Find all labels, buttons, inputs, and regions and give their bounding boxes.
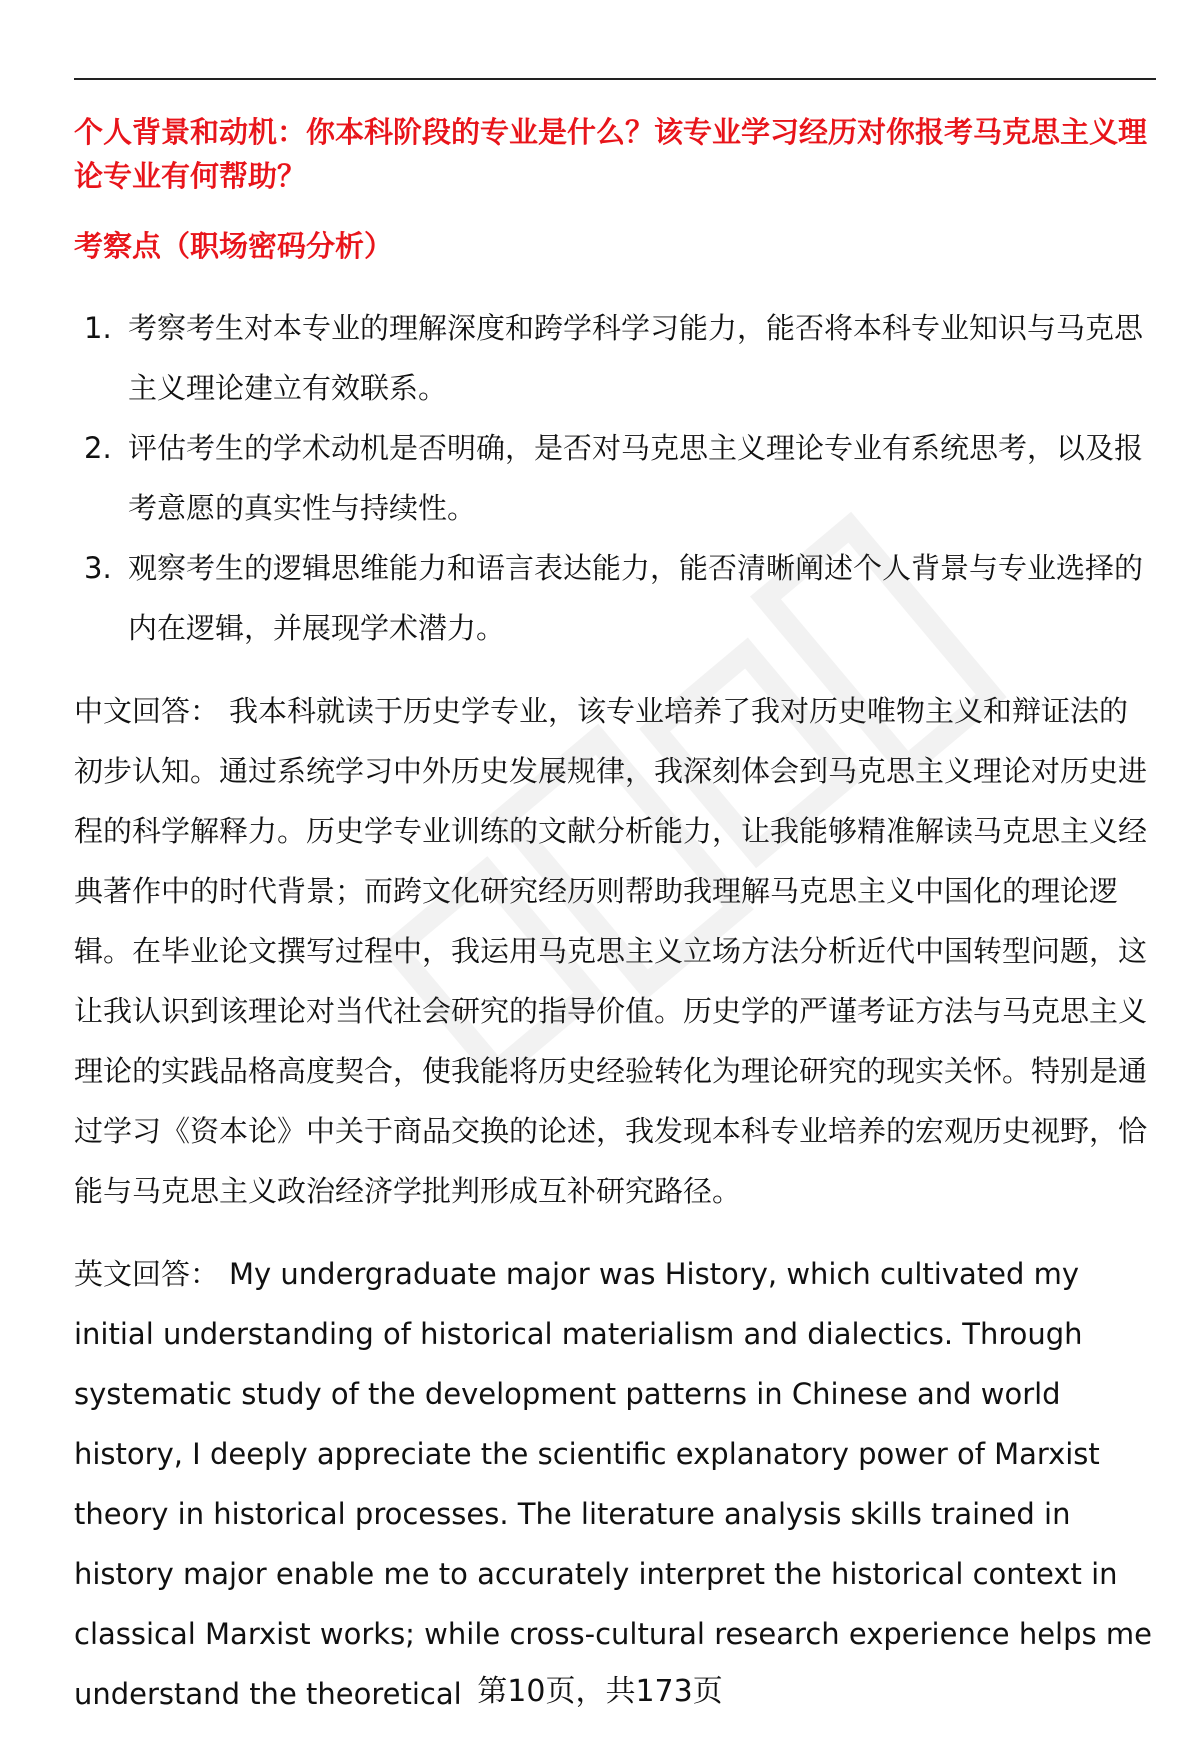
page-footer: 第10页，共173页 — [477, 1674, 723, 1709]
point-text: 观察考生的逻辑思维能力和语言表达能力，能否清晰阐述个人背景与专业选择的内在逻辑，并展现学术潜力。 — [128, 551, 1144, 645]
points-list — [74, 298, 1154, 658]
point-number: 3. — [84, 551, 112, 585]
chinese-answer-text: 我本科就读于历史学专业，该专业培养了我对历史唯物主义和辩证法的初步认知。通过系统学习中外历史发展规律，我深刻体会到马克思主义理论对历史进程的科学解释力。历史学专业训练的文献分析能力，让我能够精准解读马克思主义经典著作中的时代背景；而跨文化研究经历则帮助我理解马克思主义中国化的理论逻辑。在毕业论文撰写过程中，我运用马克思主义立场方法分析近代中国转型问题，这让我认识到该理论对当代社会研究的指导价值。历史学的严谨考证方法与马克思主义理论的实践品格高度契合，使我能将历史经验转化为理论研究的现实关怀。特别是通过学习《资本论》中关于商品交换的论述，我发现本科专业培养的宏观历史视野，恰能与马克思主义政治经济学批判形成互补研究路径。 — [74, 694, 1148, 1208]
question-heading: 个人背景和动机：你本科阶段的专业是什么？该专业学习经历对你报考马克思主义理论专业有何帮助？ — [74, 115, 1148, 193]
point-number: 2. — [84, 431, 112, 465]
english-answer — [74, 1244, 1156, 1724]
point-item — [74, 538, 1154, 658]
point-number: 1. — [84, 311, 112, 345]
point-text: 考察考生对本专业的理解深度和跨学科学习能力，能否将本科专业知识与马克思主义理论建立有效联系。 — [128, 311, 1144, 405]
top-rule — [74, 78, 1156, 80]
points-title: 考察点（职场密码分析） — [74, 229, 394, 263]
english-answer-text: My undergraduate major was History, which cultivated my initial understanding of historical materialism and dialectics. Through systematic study of the development patterns in Chinese and world history, I deeply appreciate the scientific explanatory power of Marxist theory in historical processes. The literature analysis skills trained in history major enable me to accurately interpret the historical context in classical Marxist works; while cross-cultural research experience helps me understand the theoretical — [74, 1257, 1152, 1711]
english-answer-label: 英文回答： — [74, 1257, 220, 1291]
chinese-answer — [74, 681, 1156, 1221]
point-item — [74, 298, 1154, 418]
point-text: 评估考生的学术动机是否明确，是否对马克思主义理论专业有系统思考，以及报考意愿的真实性与持续性。 — [128, 431, 1144, 525]
point-item — [74, 418, 1154, 538]
chinese-answer-label: 中文回答： — [74, 694, 220, 728]
